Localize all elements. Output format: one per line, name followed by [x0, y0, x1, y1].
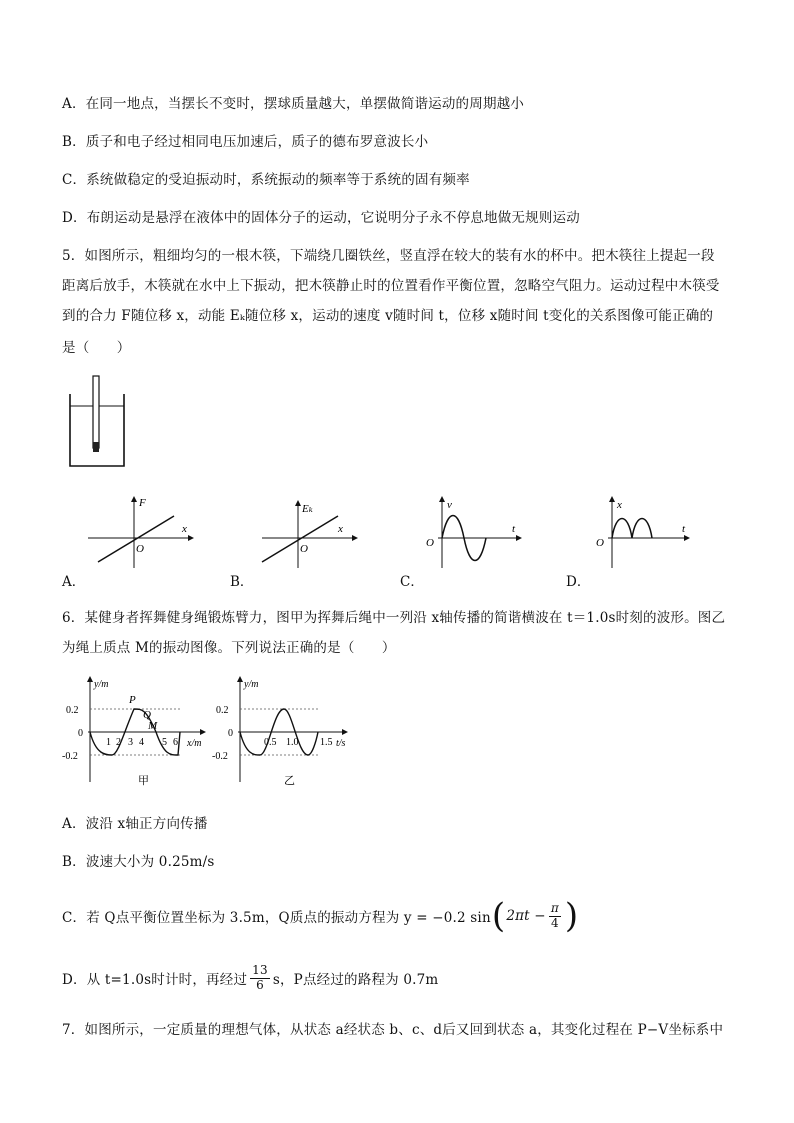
q6-stem-line2: 为绳上质点 M的振动图像。下列说法正确的是（ ）: [62, 640, 396, 656]
jia-y-label: y/m: [94, 679, 109, 690]
q6-option-c-expr: 2πt −: [506, 908, 546, 924]
q5-option-b-label: B．: [230, 574, 254, 590]
yi-tick-y-bottom: -0.2: [212, 751, 228, 762]
jia-tick-y-zero: 0: [78, 728, 83, 739]
q4-option-a: A．在同一地点，当摆长不变时，摆球质量越大，单摆做简谐运动的周期越小: [62, 96, 525, 112]
cup-chopstick-figure: [66, 372, 128, 470]
frac-numerator: 13: [252, 962, 268, 977]
q5-stem-line4: 是（ ）: [62, 340, 131, 356]
figure-jia-wave: [60, 672, 220, 790]
q4-option-b: B．质子和电子经过相同电压加速后，质子的德布罗意波长小: [62, 134, 429, 150]
q6-stem-line1: 6．某健身者挥舞健身绳锻炼臂力，图甲为挥舞后绳中一列沿 x轴传播的简谐横波在 t＝1.0s时刻的波形。图乙: [62, 610, 726, 626]
jia-caption: 甲: [138, 775, 149, 787]
graph-c-origin: O: [426, 537, 434, 549]
yi-caption: 乙: [284, 775, 295, 787]
q5-stem-line1: 5．如图所示，粗细均匀的一根木筷，下端绕几圈铁丝，竖直浮在较大的装有水的杯中。把木筷往上提起一段: [62, 248, 715, 264]
figure-yi-vibration: [212, 672, 372, 790]
q6-option-b: B．波速大小为 0.25m/s: [62, 854, 215, 870]
jia-tick-x-1: 1: [106, 737, 111, 748]
yi-tick-y-top: 0.2: [216, 705, 229, 716]
graph-d-x-label: t: [682, 523, 686, 535]
q4-option-c: C．系统做稳定的受迫振动时，系统振动的频率等于系统的固有频率: [62, 172, 470, 188]
graph-c-v-vs-t: [420, 494, 532, 570]
frac-denominator: 4: [550, 915, 559, 930]
graph-c-x-label: t: [512, 523, 516, 535]
graph-b-x-label: x: [338, 523, 343, 535]
q4-option-d: D．布朗运动是悬浮在液体中的固体分子的运动，它说明分子永不停息地做无规则运动: [62, 210, 580, 226]
graph-c-y-label: v: [447, 499, 452, 511]
paren-left: (: [491, 896, 506, 936]
graph-a-f-vs-x: [84, 494, 196, 570]
paren-right: ): [564, 896, 579, 936]
jia-tick-y-top: 0.2: [66, 705, 79, 716]
graph-d-y-label: x: [617, 499, 622, 511]
q5-stem-line2: 距离后放手，木筷就在水中上下振动，把木筷静止时的位置看作平衡位置，忽略空气阻力。运动过程中木筷受: [62, 278, 720, 294]
jia-tick-x-3: 3: [128, 737, 133, 748]
graph-a-y-label: F: [139, 497, 146, 509]
q7-stem-line1: 7．如图所示，一定质量的理想气体，从状态 a经状态 b、c、d后又回到状态 a，其变化过程在 P−V坐标系中: [62, 1022, 724, 1038]
yi-tick-x-0-5: 0.5: [264, 737, 277, 748]
graph-d-x-vs-t: [590, 494, 702, 570]
q6-option-d-tail: s，P点经过的路程为 0.7m: [272, 972, 439, 988]
q5-option-d-label: D．: [566, 574, 591, 590]
graph-a-origin: O: [136, 543, 144, 555]
yi-tick-x-1-0: 1.0: [286, 737, 299, 748]
jia-tick-y-bottom: -0.2: [62, 751, 78, 762]
q6-option-a: A．波沿 x轴正方向传播: [62, 816, 208, 832]
q6-option-d-fraction: [250, 964, 270, 993]
jia-tick-x-6: 6: [173, 737, 178, 748]
q5-option-a-label: A．: [62, 574, 86, 590]
yi-tick-x-1-5: 1.5: [320, 737, 333, 748]
jia-x-label: x/m: [187, 738, 202, 749]
graph-b-y-label: Eₖ: [302, 503, 313, 515]
q6-option-c-text: C．若 Q点平衡位置坐标为 3.5m，Q质点的振动方程为 y = −0.2 sin: [62, 910, 491, 926]
q6-option-d-text: D．从 t=1.0s时计时，再经过: [62, 972, 248, 988]
jia-point-p: P: [129, 694, 136, 706]
frac-denominator: 6: [256, 977, 264, 992]
q6-option-c: [62, 893, 578, 939]
q5-option-c-label: C．: [400, 574, 424, 590]
yi-tick-y-zero: 0: [228, 728, 233, 739]
yi-x-label: t/s: [336, 738, 346, 749]
jia-tick-x-4: 4: [139, 737, 144, 748]
jia-tick-x-5: 5: [162, 737, 167, 748]
q6-option-c-fraction: [549, 902, 561, 929]
frac-numerator: π: [550, 901, 559, 916]
jia-point-m: M: [148, 720, 158, 732]
q5-stem-line3: 到的合力 F随位移 x，动能 Eₖ随位移 x，运动的速度 v随时间 t，位移 x随时间 t变化的关系图像可能正确的: [62, 308, 714, 324]
graph-a-x-label: x: [182, 523, 187, 535]
graph-b-origin: O: [300, 543, 308, 555]
yi-y-label: y/m: [244, 679, 259, 690]
jia-point-q: Q: [143, 709, 151, 721]
graph-d-origin: O: [596, 537, 604, 549]
q6-option-d: [62, 958, 438, 998]
jia-tick-x-2: 2: [116, 737, 121, 748]
graph-b-ek-vs-x: [258, 494, 370, 570]
